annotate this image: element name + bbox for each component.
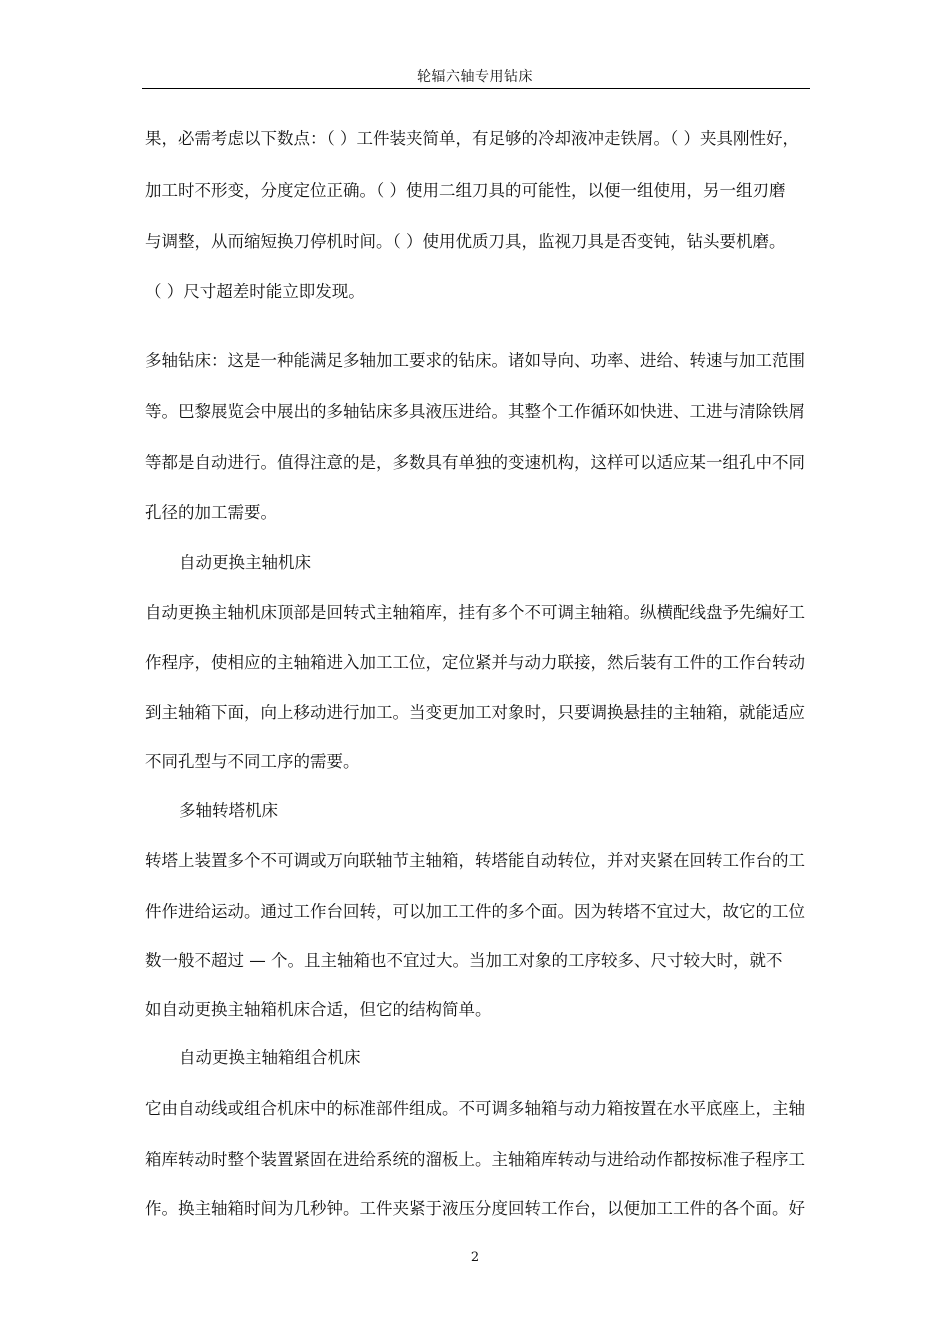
- paragraph-line: 等。巴黎展览会中展出的多轴钻床多具液压进给。其整个工作循环如快进、工进与清除铁屑: [145, 402, 805, 421]
- paragraph-line: 等都是自动进行。值得注意的是，多数具有单独的变速机构，这样可以适应某一组孔中不同: [145, 453, 805, 472]
- running-header-title: 轮辐六轴专用钻床: [417, 69, 533, 85]
- section-heading: 自动更换主轴箱组合机床: [179, 1048, 361, 1067]
- header-rule: [142, 88, 810, 89]
- paragraph-line: 数一般不超过 — 个。且主轴箱也不宜过大。当加工对象的工序较多、尺寸较大时，就不: [145, 951, 783, 970]
- paragraph-line: 箱库转动时整个装置紧固在进给系统的溜板上。主轴箱库转动与进给动作都按标准子程序工: [145, 1150, 805, 1169]
- paragraph-line: 转塔上装置多个不可调或万向联轴节主轴箱，转塔能自动转位，并对夹紧在回转工作台的工: [145, 851, 805, 870]
- paragraph-line: 作程序，使相应的主轴箱进入加工工位，定位紧并与动力联接，然后装有工件的工作台转动: [145, 653, 805, 672]
- paragraph-line: 它由自动线或组合机床中的标准部件组成。不可调多轴箱与动力箱按置在水平底座上，主轴: [145, 1099, 805, 1118]
- paragraph-line: 如自动更换主轴箱机床合适，但它的结构简单。: [145, 1000, 492, 1019]
- paragraph-line: 作。换主轴箱时间为几秒钟。工件夹紧于液压分度回转工作台，以便加工工件的各个面。好: [145, 1199, 805, 1218]
- paragraph-line: 多轴钻床：这是一种能满足多轴加工要求的钻床。诸如导向、功率、进给、转速与加工范围: [145, 351, 805, 370]
- section-heading: 自动更换主轴机床: [179, 553, 311, 572]
- paragraph-line: 加工时不形变，分度定位正确。（ ）使用二组刀具的可能性，以便一组使用，另一组刃磨: [145, 181, 786, 200]
- paragraph-line: 自动更换主轴机床顶部是回转式主轴箱库，挂有多个不可调主轴箱。纵横配线盘予先编好工: [145, 603, 805, 622]
- paragraph-line: 件作进给运动。通过工作台回转，可以加工工件的多个面。因为转塔不宜过大，故它的工位: [145, 902, 805, 921]
- section-heading: 多轴转塔机床: [179, 801, 278, 820]
- paragraph-line: 到主轴箱下面，向上移动进行加工。当变更加工对象时，只要调换悬挂的主轴箱，就能适应: [145, 703, 805, 722]
- paragraph-line: 与调整，从而缩短换刀停机时间。（ ）使用优质刀具，监视刀具是否变钝，钻头要机磨。: [145, 232, 786, 251]
- paragraph-line: （ ）尺寸超差时能立即发现。: [145, 282, 365, 301]
- paragraph-line: 不同孔型与不同工序的需要。: [145, 752, 360, 771]
- page-number: 2: [470, 1250, 480, 1265]
- paragraph-line: 果，必需考虑以下数点：（ ）工件装夹简单，有足够的冷却液冲走铁屑。（ ）夹具刚性好，: [145, 129, 799, 148]
- paragraph-line: 孔径的加工需要。: [145, 503, 277, 522]
